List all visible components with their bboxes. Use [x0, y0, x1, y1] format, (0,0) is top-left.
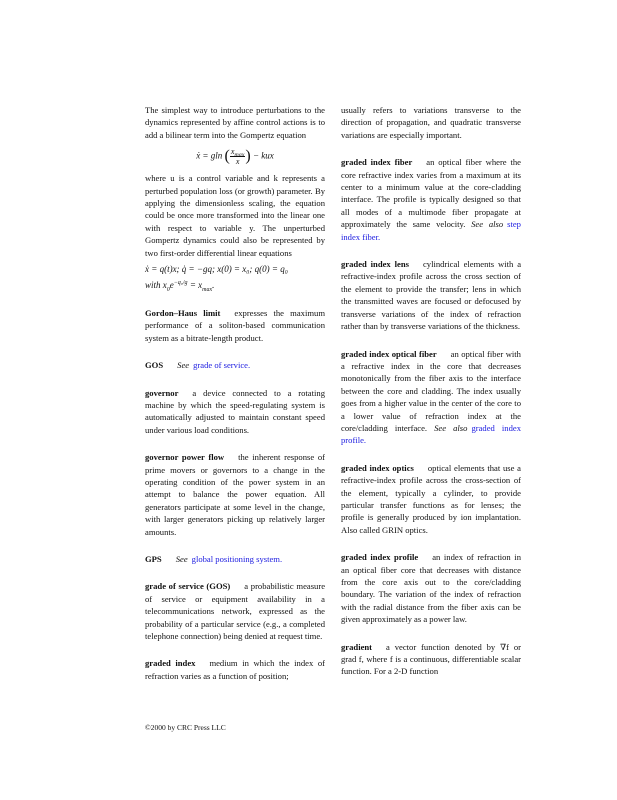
term-heading: graded index optical fiber: [341, 348, 437, 359]
term-heading: governor power flow: [145, 452, 225, 463]
term-heading: Gordon–Haus limit: [145, 307, 221, 318]
step-index-fiber-link[interactable]: step index fiber.: [341, 219, 521, 242]
term-heading: gradient: [341, 641, 373, 652]
gps-crossref-link[interactable]: global positioning system.: [191, 553, 283, 564]
entry-graded-index-profile: graded index profile an index of refraction in an optical fiber core that decreases with distance from the core axis out to the core/cladding boundary. The variation of the index of refraction with the radial distance from the fiber axis can be given approximately as a power law.: [341, 552, 521, 625]
entry-graded-index-lens: graded index lens cylindrical elements with a refractive-index profile across the cross section of the element to provide the transfer; lens in which the transmitted waves are focused or defocused by transverse variations of the index of refraction rather than by transverse variations of the thickness.: [341, 259, 522, 332]
intro-paragraph: The simplest way to introduce perturbations to the dynamics represented by affine control actions is to add a bilinear term into the Gompertz equation: [145, 105, 325, 140]
scaling-paragraph: where u is a control variable and k represents a perturbed population loss (or growth) parameter. By applying the dimensionless scaling, the equation could be once more transformed into the linear one with respect to variable y. The unperturbed Gompertz dynamics could also be represented by two first-order differential linear equations: [145, 173, 325, 258]
entry-governor: governor a device connected to a rotating machine by which the speed-regulating system is automatically adjusted to maintain constant speed under various load conditions.: [145, 387, 325, 435]
entry-graded-index-optical-fiber: graded index optical fiber an optical fiber with a refractive index in the core that decreases monotonically from the fiber axis to the interface between the core and cladding. The index usually goes from a higher value in the center of the core to a lower value of refraction index at the core/cladding interface. See also graded index profile.: [341, 348, 521, 446]
term-heading: graded index fiber: [341, 157, 413, 168]
entry-gos: GOS See grade of service.: [145, 360, 251, 371]
term-heading: governor: [145, 387, 179, 398]
term-heading: GOS: [145, 360, 164, 371]
term-heading: graded index profile: [341, 552, 419, 563]
gompertz-equation: ẋ = gln ( $\frac{x_{max}}{x}$ ) − kux: [196, 147, 274, 167]
term-heading: graded index: [145, 658, 196, 669]
term-heading: grade of service (GOS): [145, 581, 231, 592]
entry-gps: GPS See global positioning system.: [145, 553, 283, 564]
term-heading: GPS: [145, 553, 162, 564]
copyright-footer: ©2000 by CRC Press LLC: [145, 723, 226, 732]
fraction: $\frac{x_{max}}{x}$: [230, 147, 245, 167]
entry-graded-index-fiber: graded index fiber an optical fiber where the core refractive index varies from a maximum at its center to a minimum value at the core-cladding interface. The profile is typically designed so that all modes of a multimode fiber propagate at approximately the same velocity. See also step index fiber.: [341, 157, 521, 242]
linear-equations: ẋ = q(t)x; q̇ = −gq; x(0) = x₀; q(0) = q₀: [145, 264, 288, 275]
entry-grade-of-service: grade of service (GOS) a probabilistic measure of service or equipment availability in a telecommunications network, expressed as the probability of a particular service (e.g., a completed telephone connection) being denied at request time.: [145, 581, 326, 641]
right-column: [341, 104, 521, 678]
left-column: [145, 104, 325, 682]
term-heading: graded index optics: [341, 462, 414, 473]
graded-index-profile-link[interactable]: graded index profile.: [341, 422, 521, 446]
entry-governor-power-flow: governor power flow the inherent response of prime movers or governors to a change in the operating condition of the power system in an attempt to balance the power equation. All generators participate at some level in the change, with larger generators picking up relatively larger amounts.: [145, 452, 325, 537]
graded-index-continuation: usually refers to variations transverse to the direction of propagation, and quadratic transverse variations are especially important.: [341, 105, 521, 140]
gos-crossref-link[interactable]: grade of service.: [193, 360, 251, 371]
term-heading: graded index lens: [341, 259, 409, 270]
entry-gradient: gradient a vector function denoted by ∇f or grad f, where f is a continuous, differentiable scalar function. For a 2-D function: [341, 641, 521, 677]
entry-graded-index: graded index medium in which the index of refraction varies as a function of position;: [145, 658, 325, 681]
entry-graded-index-optics: graded index optics optical elements that use a refractive-index profile across the cross-section of the element, typically a cylinder, to provide particular transfer functions as for lenses; the profile is generally produced by ion implantation. Also called GRIN optics.: [341, 462, 521, 535]
entry-gordon-haus: Gordon–Haus limit expresses the maximum performance of a soliton-based communication system as a bitrate-length product.: [145, 307, 326, 343]
max-equation: with $x_0e^{-q_0/g} = x_{max}$.: [145, 280, 215, 294]
